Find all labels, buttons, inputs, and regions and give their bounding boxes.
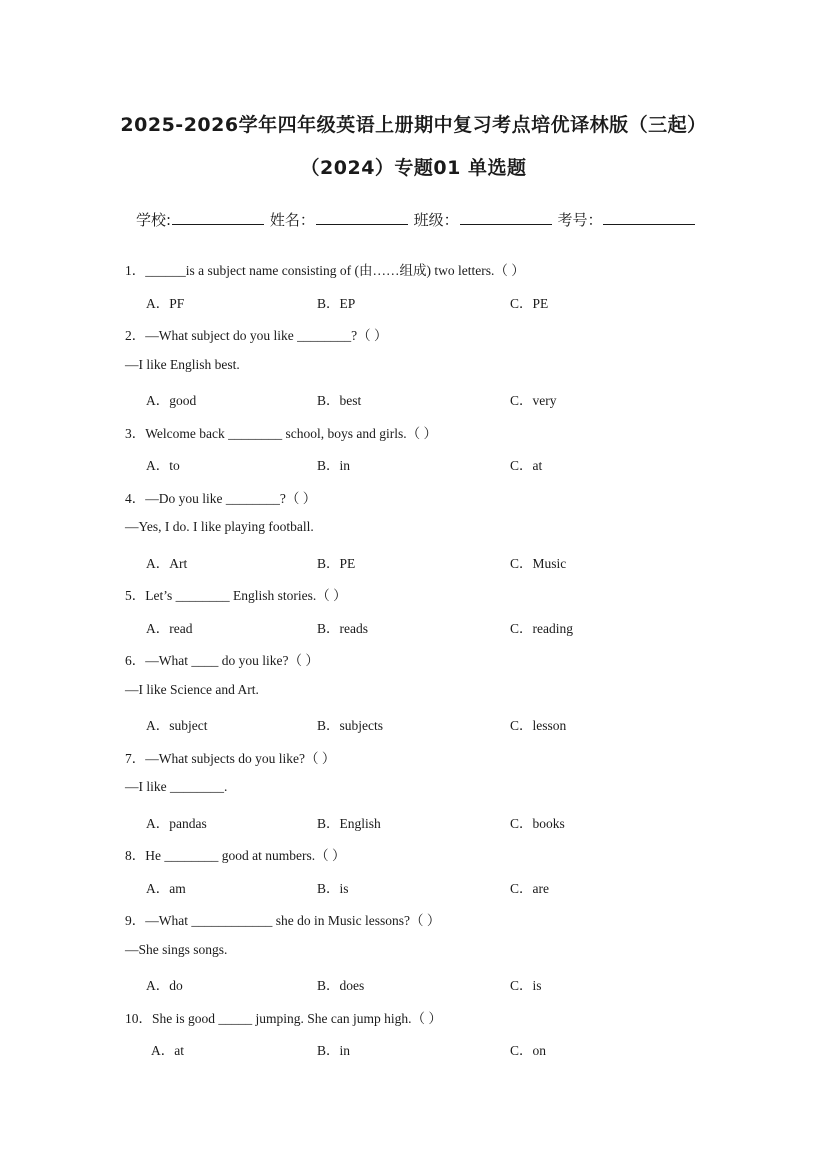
- question-4-reply: —Yes, I do. I like playing football.: [125, 519, 314, 534]
- question-8-option-b[interactable]: B．is: [317, 881, 349, 896]
- question-5-option-c[interactable]: C．reading: [510, 621, 573, 636]
- question-1-option-b[interactable]: B．EP: [317, 296, 356, 311]
- question-10-option-b[interactable]: B．in: [317, 1043, 351, 1058]
- name-label: 姓名：: [269, 211, 315, 229]
- question-3-stem: 3．Welcome back ________ school, boys and girls.（ ）: [125, 426, 437, 441]
- question-2-option-c[interactable]: C．very: [510, 393, 557, 408]
- school-blank[interactable]: [172, 210, 264, 225]
- question-2-stem: 2．—What subject do you like ________?（ ）: [125, 328, 388, 343]
- question-2-option-a[interactable]: A．good: [146, 393, 197, 408]
- question-1-option-a[interactable]: A．PF: [146, 296, 185, 311]
- question-9-stem: 9．—What ____________ she do in Music lessons?（ ）: [125, 913, 441, 928]
- question-8-stem: 8．He ________ good at numbers.（ ）: [125, 848, 346, 863]
- question-7-option-c[interactable]: C．books: [510, 816, 565, 831]
- question-3-option-a[interactable]: A．to: [146, 458, 180, 473]
- question-7-reply: —I like ________.: [125, 779, 228, 794]
- question-2-reply: —I like English best.: [125, 357, 240, 372]
- question-5-option-b[interactable]: B．reads: [317, 621, 368, 636]
- question-2-option-b[interactable]: B．best: [317, 393, 362, 408]
- question-4-option-a[interactable]: A．Art: [146, 556, 188, 571]
- school-label: 学校:: [136, 211, 172, 229]
- question-1-stem: 1．______is a subject name consisting of (由……组成) two letters.（ ）: [125, 263, 525, 278]
- question-1-option-c[interactable]: C．PE: [510, 296, 549, 311]
- question-5-stem: 5．Let’s ________ English stories.（ ）: [125, 588, 347, 603]
- question-5-option-a[interactable]: A．read: [146, 621, 193, 636]
- class-blank[interactable]: [460, 210, 552, 225]
- question-6-reply: —I like Science and Art.: [125, 682, 259, 697]
- question-6-option-b[interactable]: B．subjects: [317, 718, 383, 733]
- question-7-stem: 7．—What subjects do you like?（ ）: [125, 751, 336, 766]
- question-10-stem: 10．She is good _____ jumping. She can jump high.（ ）: [125, 1011, 442, 1026]
- question-10-option-a[interactable]: A．at: [151, 1043, 184, 1058]
- question-9-option-c[interactable]: C．is: [510, 978, 542, 993]
- question-8-option-a[interactable]: A．am: [146, 881, 186, 896]
- question-8-option-c[interactable]: C．are: [510, 881, 549, 896]
- question-3-option-c[interactable]: C．at: [510, 458, 543, 473]
- question-6-option-c[interactable]: C．lesson: [510, 718, 567, 733]
- document-title-line-1: 2025-2026学年四年级英语上册期中复习考点培优译林版（三起）: [120, 114, 707, 136]
- document-title-line-2: （2024）专题01 单选题: [300, 157, 527, 179]
- question-9-option-a[interactable]: A．do: [146, 978, 183, 993]
- question-4-stem: 4．—Do you like ________?（ ）: [125, 491, 317, 506]
- exam-no-blank[interactable]: [603, 210, 695, 225]
- question-7-option-b[interactable]: B．English: [317, 816, 381, 831]
- question-9-reply: —She sings songs.: [125, 942, 228, 957]
- exam-no-label: 考号：: [557, 211, 603, 229]
- question-9-option-b[interactable]: B．does: [317, 978, 365, 993]
- question-6-option-a[interactable]: A．subject: [146, 718, 208, 733]
- student-info-row: [136, 209, 696, 230]
- question-4-option-b[interactable]: B．PE: [317, 556, 356, 571]
- question-3-option-b[interactable]: B．in: [317, 458, 351, 473]
- name-blank[interactable]: [316, 210, 408, 225]
- question-7-option-a[interactable]: A．pandas: [146, 816, 207, 831]
- question-4-option-c[interactable]: C．Music: [510, 556, 567, 571]
- class-label: 班级：: [413, 211, 459, 229]
- question-10-option-c[interactable]: C．on: [510, 1043, 547, 1058]
- question-6-stem: 6．—What ____ do you like?（ ）: [125, 653, 319, 668]
